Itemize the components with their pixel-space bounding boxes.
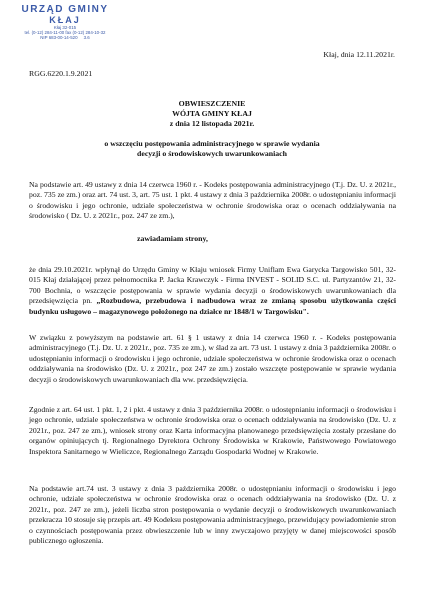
notice-subject-line-1: o wszczęciu postępowania administracyjnego w sprawie wydania (104, 139, 320, 148)
consultation-paragraph: Zgodnie z art. 64 ust. 1 pkt. 1, 2 i pkt. 4 ustawy z dnia 3 października 2008r. o udostępnianiu informacji o środowisku i jego ochronie, udziale społeczeństwa w ochronie środowiska oraz o ocenach oddziaływania na środowisko (Dz. U. z 2021r., poz. 247 ze zm.), wniosek strony oraz Karta informacyjna planowanego przedsięwzięcia zostały przesłane do organów opiniujących tj. Regionalnego Dyrektora Ochrony Środowiska w Krakowie, Państwowego Powiatowego Inspektora Sanitarnego w Wieliczce, Regionalnego Zarządu Gospodarki Wodnej w Krakowie. (29, 405, 396, 456)
proceedings-paragraph: W związku z powyższym na podstawie art. 61 § 1 ustawy z dnia 14 czerwca 1960 r. - Kodeks postępowania administracyjnego (T.j. Dz. U. z 2021r., poz. 735 ze zm.), w ślad za art. 73 ust. 1 ustawy z dnia 3 października 2008r. o udostępnianiu informacji o środowisku i jego ochronie, udziale społeczeństwa w ochronie środowiska oraz o ocenach oddziaływania na środowisko (Dz. U. z 2021r., poz 247 ze zm.) zostało wszczęte postępowanie w sprawie wydania decyzji o środowiskowych uwarunkowaniach dla ww. przedsięwzięcia. (29, 333, 396, 384)
project-name: „Rozbudowa, przebudowa i nadbudowa wraz ze zmianą sposobu użytkowania części budynku usługowo – magazynowego położonego na działce nr 1848/1 w Targowisku". (29, 296, 396, 316)
stamp-line-5 (12, 35, 118, 40)
notice-date: z dnia 12 listopada 2021r. (169, 119, 255, 128)
place-date: Kłaj, dnia 12.11.2021r. (323, 50, 395, 59)
stamp-nip: NIP 683-00-14-520 (40, 35, 78, 41)
stamp-line-2: KŁAJ (49, 15, 81, 25)
application-text: że dnia 29.10.2021r. wpłynął do Urzędu Gminy w Kłaju wniosek Firmy Uniflam Ewa Garycka Targowisko 501, 32-015 Kłaj działającej przez pełnomocnika P. Jacka Krawczyk - Firma INVEST - SOLID S.C. ul. Partyzantów 21, 32-700 Bochnia, o wszczęcie postępowania w sprawie wydania decyzji o środowiskowych uwarunkowaniach dla przedsięwzięcia pn. (29, 265, 396, 306)
notice-issuer: WÓJTA GMINY KŁAJ (172, 109, 252, 118)
stamp-code: 3.6 (83, 35, 90, 41)
stamp-line-4: tel. (0-12) 284-11-00 fax (0-12) 284-10-32 (24, 30, 106, 36)
stamp-line-1: URZĄD GMINY (21, 4, 109, 15)
notice-subject-line-2: decyzji o środowiskowych uwarunkowaniach (137, 149, 287, 158)
reference-number: RGG.6220.1.9.2021 (29, 69, 93, 78)
stamp-line-3: Kłaj 32-015 (53, 25, 77, 30)
legal-basis-paragraph: Na podstawie art. 49 ustawy z dnia 14 czerwca 1960 r. - Kodeks postępowania administracyjnego (T.j. Dz. U. z 2021r., poz. 735 ze zm.) oraz art. 74 ust. 3, art. 75 ust. 1 pkt. 4 ustawy z dnia 3 października 2008r. o udostępnianiu informacji o środowisku i jego ochronie, udziale społeczeństwa w ochronie środowiska oraz o ocenach oddziaływania na środowisko ( Dz. U. z 2021r., poz. 247 ze zm.), (29, 180, 396, 221)
notify-parties-heading: zawiadamiam strony, (137, 234, 208, 243)
notice-title: OBWIESZCZENIE (178, 99, 246, 108)
public-notice-paragraph: Na podstawie art.74 ust. 3 ustawy z dnia 3 października 2008r. o udostępnianiu informacji o środowisku i jego ochronie, udziale społeczeństwa w ochronie środowiska oraz o ocenach oddziaływania na środowisko (Dz. U. z 2021r., poz. 247 ze zm.), jeżeli liczba stron postępowania o wydanie decyzji o środowiskowych uwarunkowaniach przekracza 10 stosuje się przepis art. 49 Kodeksu postępowania administracyjnego, przewidujący powiadomienie stron o czynnościach postępowania przez obwieszczenie lub w inny zwyczajowo przyjęty w danej miejscowości sposób publicznego ogłoszenia. (29, 484, 396, 546)
application-paragraph (29, 265, 396, 317)
office-stamp (12, 4, 118, 41)
